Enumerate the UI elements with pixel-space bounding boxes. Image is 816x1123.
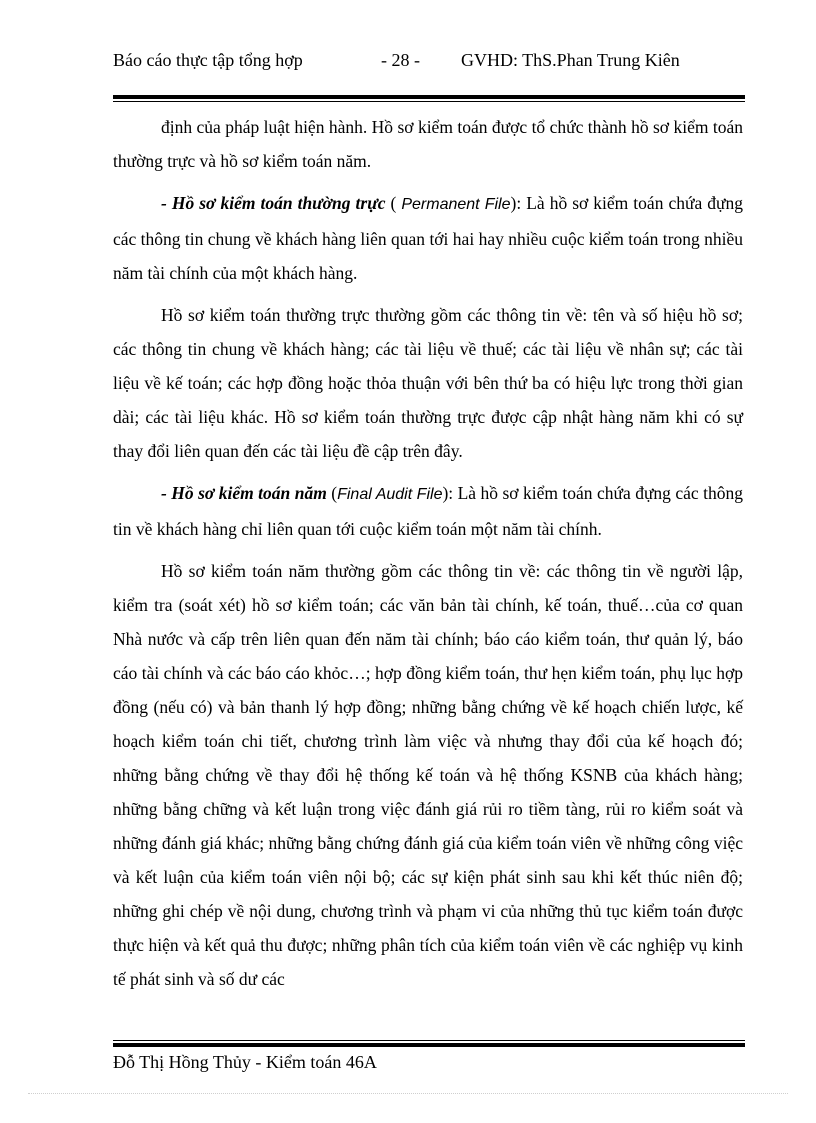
paragraph-permanent-definition: ): Là hồ sơ kiểm toán chứa đựng các thông tin chung về khách hàng liên quan tới hai hay nhiều cuộc kiểm toán trong nhiều năm tài chính của một khách hàng. [113, 193, 743, 283]
header-rule-thin [113, 101, 745, 102]
header-supervisor: GVHD: ThS.Phan Trung Kiên [461, 50, 680, 70]
footer-rule-thick [113, 1043, 745, 1047]
page-edge-divider [28, 1093, 788, 1094]
footer-rule-thin [113, 1040, 745, 1041]
page-header [113, 50, 745, 80]
english-term-permanent: Permanent File [401, 196, 511, 213]
paragraph-final-definition: ): Là hồ sơ kiểm toán chứa đựng các thông tin về khách hàng chỉ liên quan tới cuộc kiểm toán một năm tài chính. [113, 483, 743, 539]
paren-open: ( [326, 483, 338, 503]
term-permanent-file: - Hồ sơ kiểm toán thường trực [161, 193, 386, 213]
english-term-final: Final Audit File [337, 486, 443, 503]
paragraph-permanent-contents: Hồ sơ kiểm toán thường trực thường gồm các thông tin về: tên và số hiệu hồ sơ; các thông tin chung về khách hàng; các tài liệu về thuế; các tài liệu về nhân sự; các tài liệu về kế toán; các hợp đồng hoặc thỏa thuận với bên thứ ba có hiệu lực trong thời gian dài; các tài liệu khác. Hồ sơ kiểm toán thường trực được cập nhật hàng năm khi có sự thay đổi liên quan đến các tài liệu đề cập trên đây. [113, 305, 743, 461]
header-rule-thick [113, 95, 745, 99]
header-report-title: Báo cáo thực tập tổng hợp [113, 50, 303, 70]
page-footer: Đỗ Thị Hồng Thủy - Kiểm toán 46A [113, 1052, 377, 1072]
page-number: - 28 - [381, 50, 420, 70]
paragraph-final-audit-file [113, 476, 743, 546]
body-text [113, 110, 743, 1004]
paragraph-final-contents: Hồ sơ kiểm toán năm thường gồm các thông tin về: các thông tin về người lập, kiểm tra (soát xét) hồ sơ kiểm toán; các văn bản tài chính, kế toán, thuế…của cơ quan Nhà nước và cấp trên liên quan đến năm tài chính; báo cáo kiểm toán, thư quản lý, báo cáo tài chính và các báo cáo khỏc…; hợp đồng kiểm toán, thư hẹn kiểm toán, phụ lục hợp đồng (nếu có) và bản thanh lý hợp đồng; những bằng chứng về kế hoạch chiến lược, kế hoạch kiểm toán chi tiết, chương trình làm việc và nhưng thay đổi của kế hoạch đó; những bằng chứng về thay đổi hệ thống kế toán và hệ thống KSNB của khách hàng; những bằng chững và kết luận trong việc đánh giá rủi ro tiềm tàng, rủi ro kiểm soát và những đánh giá khác; những bằng chứng đánh giá của kiểm toán viên về những công việc và kết luận của kiểm toán viên nội bộ; các sự kiện phát sinh sau khi kết thúc niên độ; những ghi chép về nội dung, chương trình và phạm vi của những thủ tục kiểm toán được thực hiện và kết quả thu được; những phân tích của kiểm toán viên về các nghiệp vụ kinh tế phát sinh và số dư các [113, 561, 743, 989]
term-final-audit-file: - Hồ sơ kiểm toán năm [161, 483, 327, 503]
paren-open: ( [385, 193, 402, 213]
paragraph-continuation: định của pháp luật hiện hành. Hồ sơ kiểm toán được tổ chức thành hồ sơ kiểm toán thường trực và hồ sơ kiểm toán năm. [113, 117, 743, 171]
paragraph-permanent-file [113, 186, 743, 290]
